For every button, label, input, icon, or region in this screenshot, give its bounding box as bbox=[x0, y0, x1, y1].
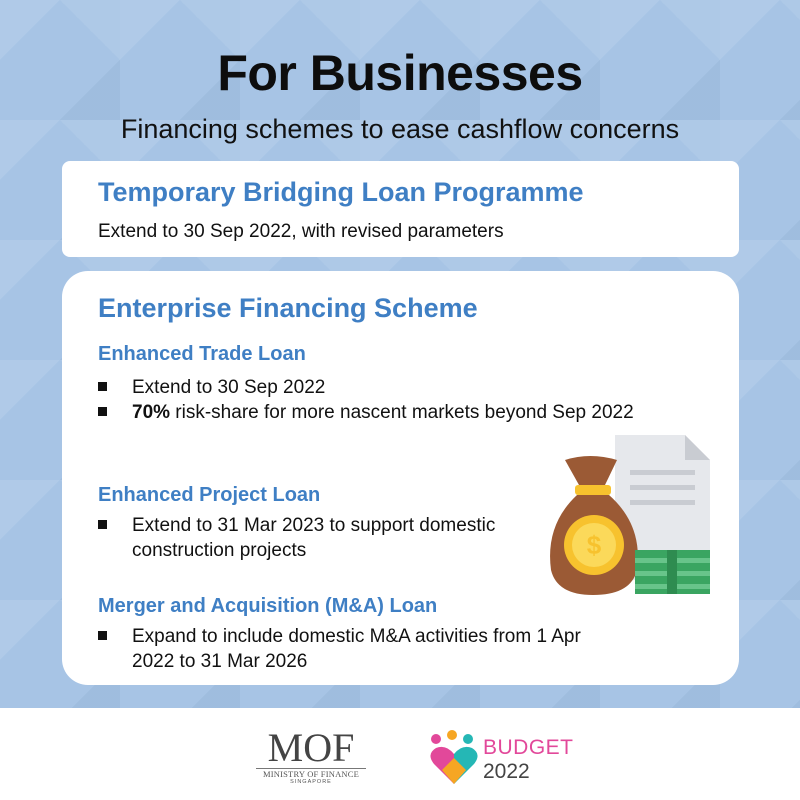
mof-logo: MOF MINISTRY OF FINANCE SINGAPORE bbox=[256, 730, 366, 786]
budget-heart-icon bbox=[428, 730, 480, 788]
ma-loan-heading: Merger and Acquisition (M&A) Loan bbox=[98, 595, 438, 617]
bullet-square-icon bbox=[98, 382, 107, 391]
trade-loan-bullet-1: Extend to 30 Sep 2022 bbox=[98, 375, 658, 400]
page-subtitle: Financing schemes to ease cashflow concerns bbox=[120, 114, 680, 144]
cash-stack-icon bbox=[635, 550, 710, 594]
tblp-description: Extend to 30 Sep 2022, with revised parameters bbox=[98, 221, 504, 242]
page-title: For Businesses bbox=[217, 45, 583, 101]
efs-title: Enterprise Financing Scheme bbox=[98, 293, 478, 323]
money-illustration bbox=[545, 430, 715, 600]
budget-year: 2022 bbox=[483, 760, 530, 783]
project-loan-bullet-1: Extend to 31 Mar 2023 to support domestic construction projects bbox=[98, 513, 568, 563]
trade-loan-heading: Enhanced Trade Loan bbox=[98, 343, 306, 365]
bullet-square-icon bbox=[98, 407, 107, 416]
bullet-square-icon bbox=[98, 520, 107, 529]
project-loan-heading: Enhanced Project Loan bbox=[98, 484, 321, 506]
footer bbox=[0, 708, 800, 800]
bullet-square-icon bbox=[98, 631, 107, 640]
tblp-card bbox=[62, 161, 739, 257]
trade-loan-bullet-2: 70% risk-share for more nascent markets beyond Sep 2022 bbox=[98, 400, 658, 425]
ma-loan-bullet-1: Expand to include domestic M&A activities from 1 Apr 2022 to 31 Mar 2026 bbox=[98, 624, 628, 674]
budget-label: BUDGET bbox=[483, 736, 574, 759]
coin-symbol: $ bbox=[586, 530, 602, 560]
tblp-title: Temporary Bridging Loan Programme bbox=[98, 177, 584, 207]
